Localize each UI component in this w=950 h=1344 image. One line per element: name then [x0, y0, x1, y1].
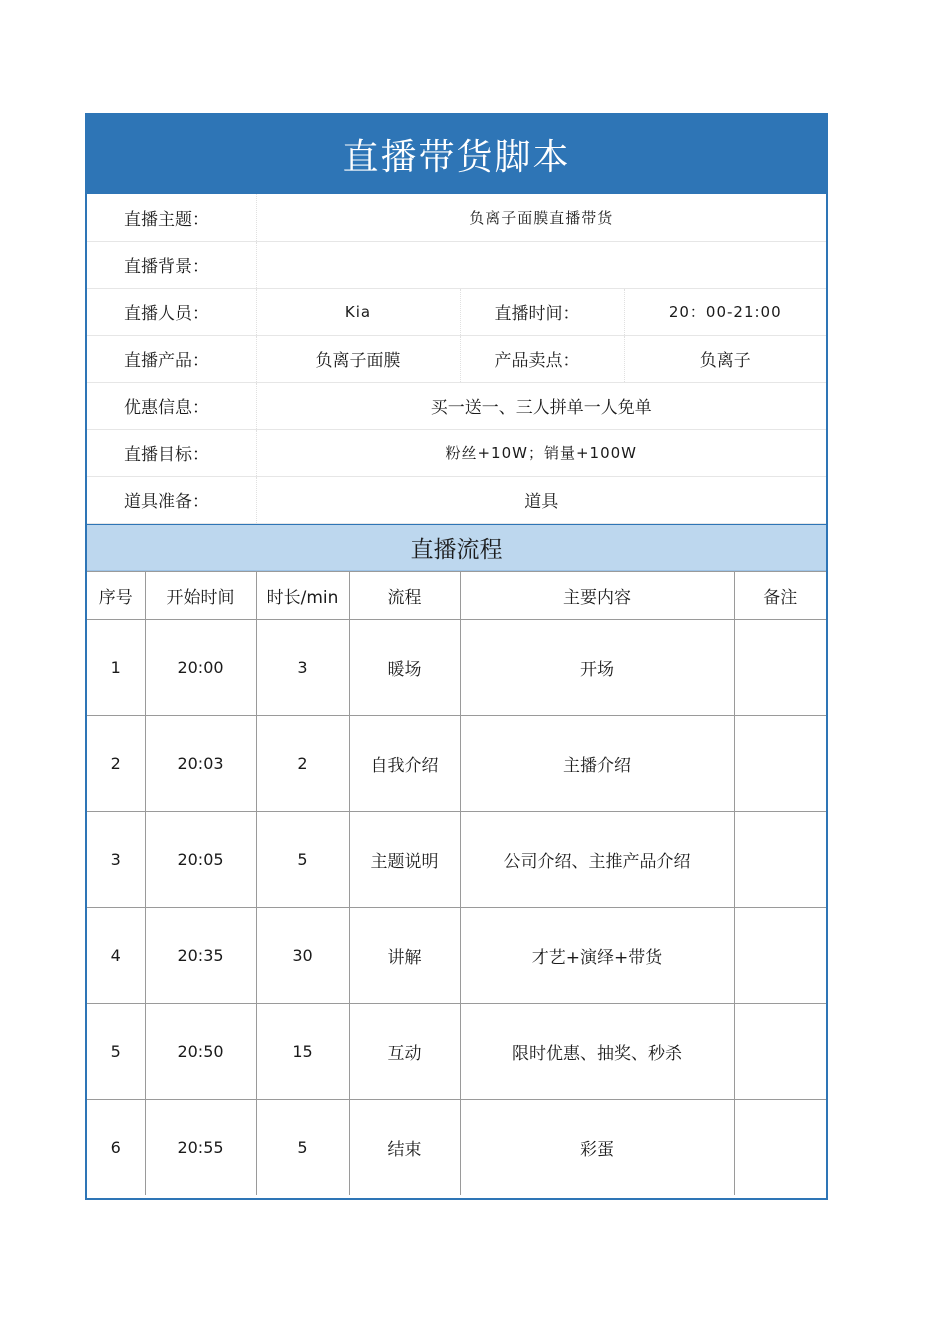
cell-content[interactable]: 公司介绍、主推产品介绍 — [460, 811, 734, 907]
table-row — [87, 715, 826, 811]
cell-start[interactable]: 20:35 — [145, 907, 256, 1003]
cell-content[interactable]: 彩蛋 — [460, 1099, 734, 1195]
cell-note[interactable] — [734, 619, 826, 715]
cell-duration[interactable]: 15 — [256, 1003, 349, 1099]
script-sheet — [85, 113, 828, 1200]
cell-stage[interactable]: 主题说明 — [349, 811, 460, 907]
cell-no[interactable]: 3 — [87, 811, 145, 907]
background-label: 直播背景： — [87, 241, 256, 288]
cell-no[interactable]: 4 — [87, 907, 145, 1003]
col-header-note: 备注 — [734, 571, 826, 619]
cell-stage[interactable]: 结束 — [349, 1099, 460, 1195]
cell-duration[interactable]: 3 — [256, 619, 349, 715]
cell-content[interactable]: 开场 — [460, 619, 734, 715]
page-title: 直播带货脚本 — [87, 115, 826, 194]
cell-note[interactable] — [734, 715, 826, 811]
goal-label: 直播目标： — [87, 429, 256, 476]
cell-duration[interactable]: 5 — [256, 1099, 349, 1195]
info-row-staff — [87, 288, 826, 335]
cell-content[interactable]: 限时优惠、抽奖、秒杀 — [460, 1003, 734, 1099]
table-row — [87, 907, 826, 1003]
background-value[interactable] — [256, 241, 826, 288]
table-row — [87, 1003, 826, 1099]
info-row-promo — [87, 382, 826, 429]
cell-duration[interactable]: 30 — [256, 907, 349, 1003]
cell-note[interactable] — [734, 907, 826, 1003]
info-row-theme — [87, 194, 826, 241]
table-row — [87, 811, 826, 907]
staff-label: 直播人员： — [87, 288, 256, 335]
selling-point-label: 产品卖点： — [460, 335, 624, 382]
info-row-product — [87, 335, 826, 382]
cell-start[interactable]: 20:55 — [145, 1099, 256, 1195]
cell-start[interactable]: 20:00 — [145, 619, 256, 715]
props-value[interactable]: 道具 — [256, 476, 826, 523]
col-header-content: 主要内容 — [460, 571, 734, 619]
info-row-props — [87, 476, 826, 523]
time-label: 直播时间： — [460, 288, 624, 335]
theme-value[interactable]: 负离子面膜直播带货 — [256, 194, 826, 241]
col-header-start: 开始时间 — [145, 571, 256, 619]
selling-point-value[interactable]: 负离子 — [624, 335, 826, 382]
cell-stage[interactable]: 自我介绍 — [349, 715, 460, 811]
product-label: 直播产品： — [87, 335, 256, 382]
info-row-goal — [87, 429, 826, 476]
time-value[interactable]: 20：00-21:00 — [624, 288, 826, 335]
col-header-duration: 时长/min — [256, 571, 349, 619]
staff-value[interactable]: Kia — [256, 288, 460, 335]
cell-content[interactable]: 主播介绍 — [460, 715, 734, 811]
table-row — [87, 1099, 826, 1195]
cell-no[interactable]: 1 — [87, 619, 145, 715]
cell-note[interactable] — [734, 811, 826, 907]
promo-value[interactable]: 买一送一、三人拼单一人免单 — [256, 382, 826, 429]
theme-label: 直播主题： — [87, 194, 256, 241]
cell-stage[interactable]: 讲解 — [349, 907, 460, 1003]
flow-table — [87, 571, 826, 1196]
col-header-no: 序号 — [87, 571, 145, 619]
product-value[interactable]: 负离子面膜 — [256, 335, 460, 382]
promo-label: 优惠信息： — [87, 382, 256, 429]
flow-section-title: 直播流程 — [87, 524, 826, 571]
table-row — [87, 619, 826, 715]
cell-note[interactable] — [734, 1003, 826, 1099]
cell-no[interactable]: 5 — [87, 1003, 145, 1099]
cell-duration[interactable]: 5 — [256, 811, 349, 907]
cell-start[interactable]: 20:05 — [145, 811, 256, 907]
cell-stage[interactable]: 暖场 — [349, 619, 460, 715]
cell-no[interactable]: 2 — [87, 715, 145, 811]
cell-start[interactable]: 20:03 — [145, 715, 256, 811]
flow-header-row — [87, 571, 826, 619]
cell-duration[interactable]: 2 — [256, 715, 349, 811]
props-label: 道具准备： — [87, 476, 256, 523]
goal-value[interactable]: 粉丝+10W；销量+100W — [256, 429, 826, 476]
cell-note[interactable] — [734, 1099, 826, 1195]
cell-content[interactable]: 才艺+演绎+带货 — [460, 907, 734, 1003]
cell-start[interactable]: 20:50 — [145, 1003, 256, 1099]
col-header-stage: 流程 — [349, 571, 460, 619]
info-table — [87, 194, 826, 524]
info-row-background — [87, 241, 826, 288]
cell-stage[interactable]: 互动 — [349, 1003, 460, 1099]
cell-no[interactable]: 6 — [87, 1099, 145, 1195]
